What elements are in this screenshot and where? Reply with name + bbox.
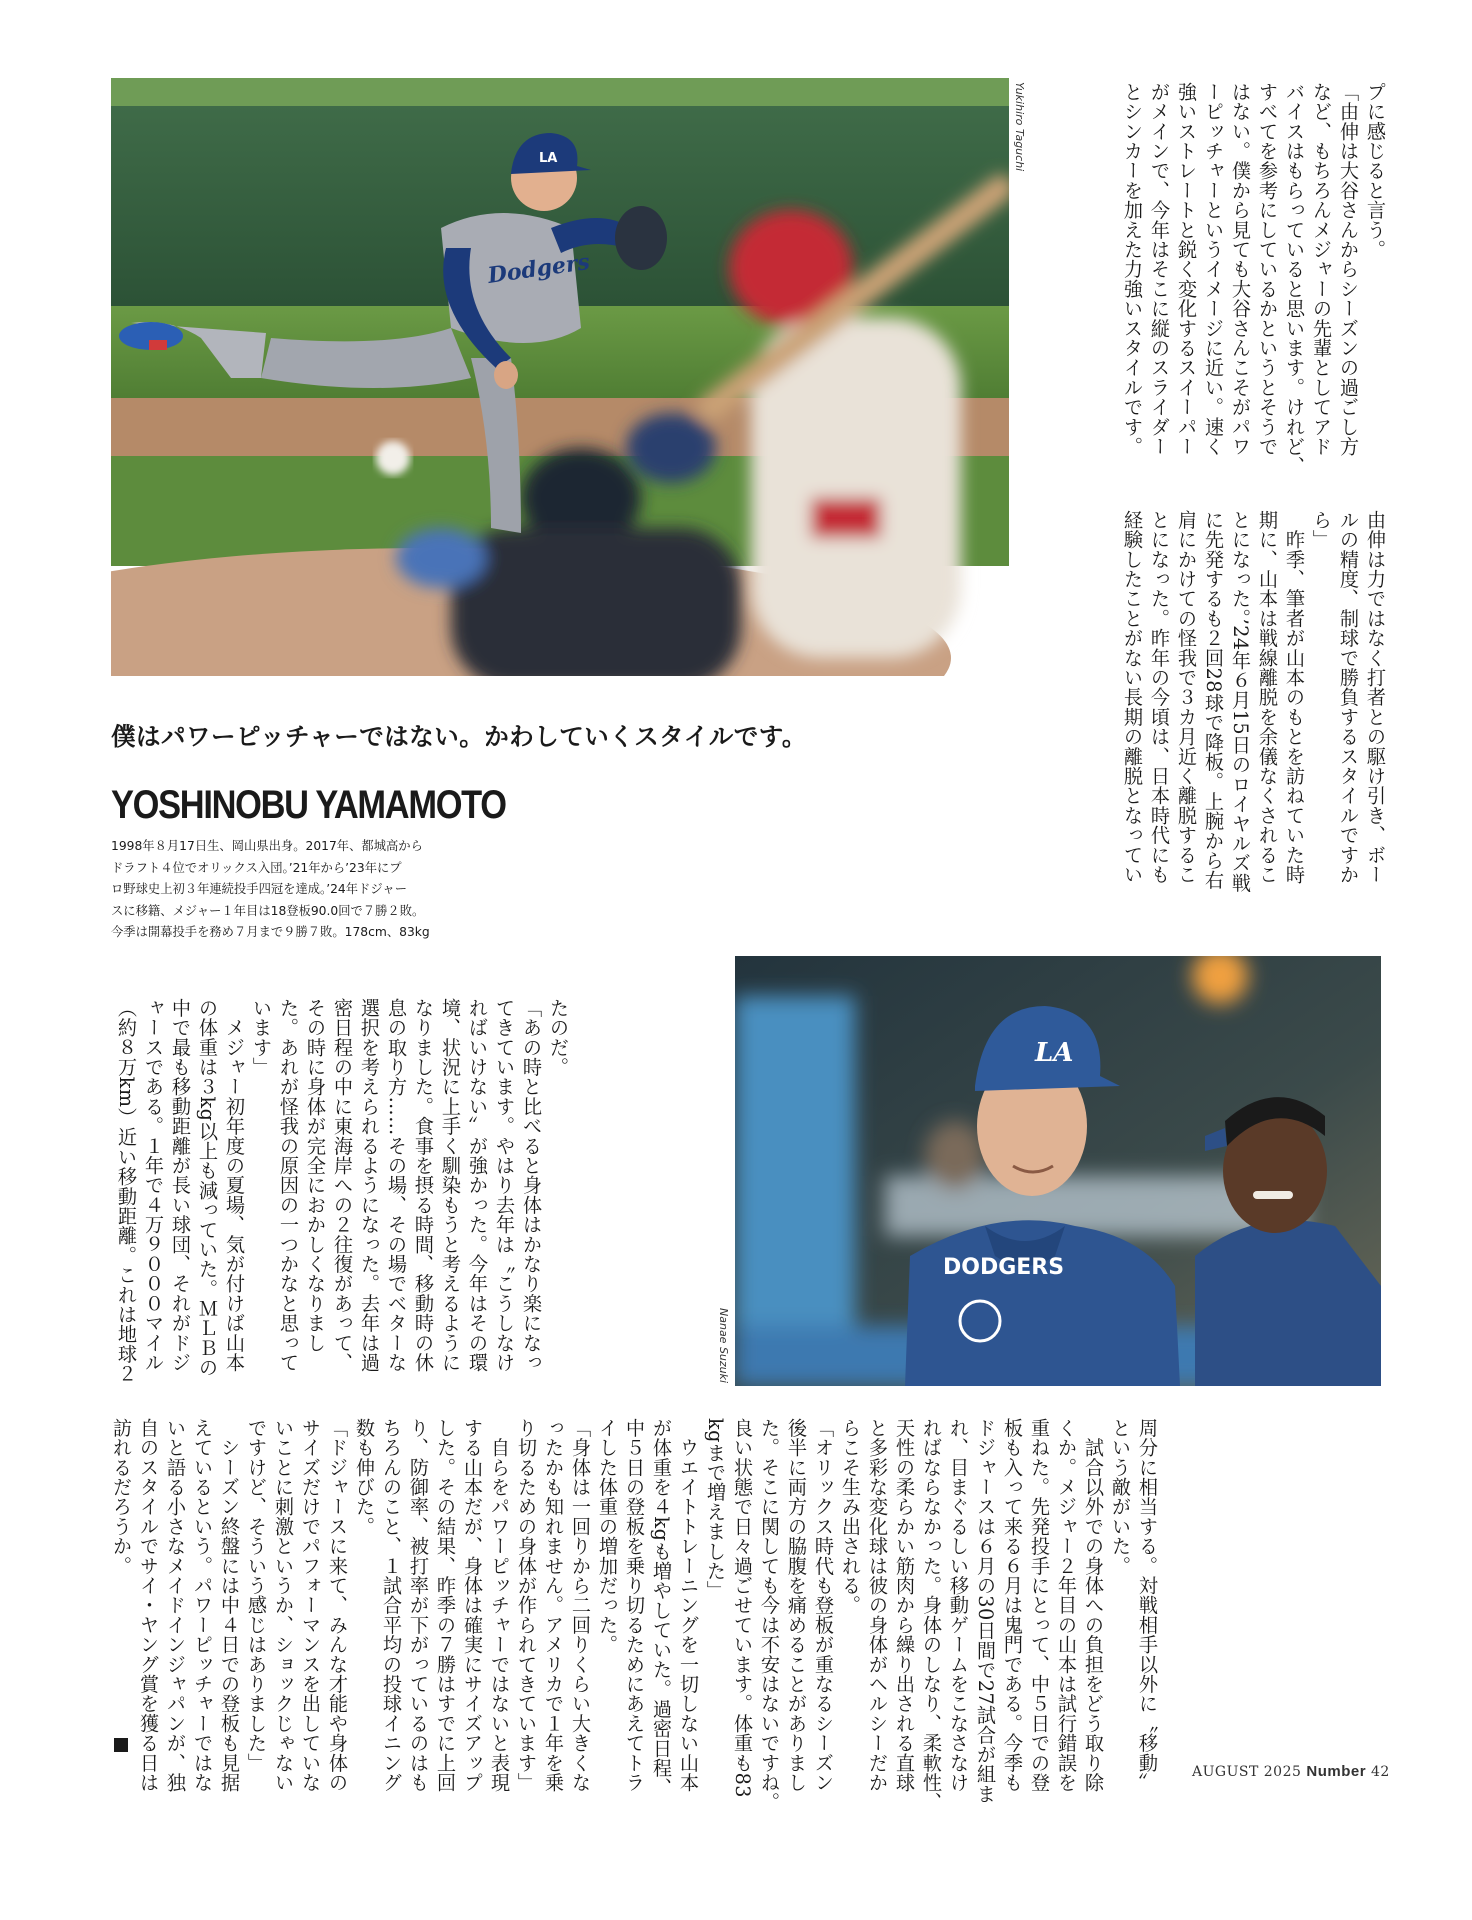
text-line: り切るための身体が作られてきています」: [515, 1418, 538, 1793]
text-line: えているという。パワーピッチャーではな: [191, 1418, 214, 1793]
cap-logo-2: LA: [1035, 1038, 1074, 1068]
text-line: 良い状態で日々過ごせています。体重も83: [731, 1418, 754, 1799]
text-line: とシンカーを加えた力強いスタイルです。: [1121, 82, 1144, 457]
text-line: 強いストレートと鋭く変化するスイーパー: [1175, 82, 1198, 457]
article-block-middle-left: [113, 998, 572, 1393]
text-line: 自らをパワーピッチャーではないと表現: [488, 1418, 511, 1793]
photo-credit-1: Yukihiro Taguchi: [1013, 82, 1026, 172]
player-bio: [111, 836, 481, 944]
text-line: はない。僕から見ても大谷さんこそがパワ: [1229, 82, 1252, 457]
bio-line: ロ野球史上初３年連続投手四冠を達成。’24年ドジャー: [111, 882, 407, 896]
text-line: てきています。やはり去年は〝こうしなけ: [493, 998, 516, 1373]
text-line: くか。メジャー２年目の山本は試行錯誤を: [1055, 1418, 1078, 1793]
text-line: いと語る小さなメイドインジャパンが、独: [164, 1418, 187, 1793]
hoodie-logo: DODGERS: [943, 1255, 1065, 1280]
text-line: ですけど、そういう感じはありました」: [245, 1418, 268, 1773]
article-block-top-right-b: [1119, 510, 1389, 905]
photo-pitching: [111, 78, 1009, 676]
text-line: なりました。食事を摂る時間、移動時の休: [412, 998, 435, 1373]
bio-line: 1998年８月17日生、岡山県出身。2017年、都城高から: [111, 839, 423, 853]
text-line: た。あれが怪我の原因の一つかなと思って: [277, 998, 300, 1373]
text-line: 密日程の中に東海岸への２往復があって、: [331, 998, 354, 1373]
text-line: ればいけない〟が強かった。今年はその環: [466, 998, 489, 1373]
text-line: ったかも知れません。アメリカで１年を乗: [542, 1418, 565, 1793]
text-line: 「あの時と比べると身体はかなり楽になっ: [520, 998, 543, 1373]
text-line: という敵がいた。: [1109, 1418, 1132, 1576]
footer-magazine: Number: [1306, 1763, 1367, 1780]
article-block-bottom: [108, 1418, 1161, 1813]
text-line: 天性の柔らかい筋肉から繰り出される直球: [893, 1418, 916, 1793]
article-block-top-right-a: [1119, 82, 1389, 477]
text-line: とになった。昨年の今頃は、日本時代にも: [1148, 510, 1171, 885]
text-line: イした体重の増加だった。: [596, 1418, 619, 1655]
text-line: メジャー初年度の夏場、気が付けば山本: [223, 998, 246, 1373]
text-line: した。その結果、昨季の７勝はすでに上回: [434, 1418, 457, 1793]
text-line: kgまで増えました」: [704, 1418, 727, 1601]
footer-page: 42: [1371, 1764, 1390, 1780]
text-line: ルの精度、制球で勝負するスタイルですか: [1337, 510, 1360, 885]
text-line: 肩にかけての怪我で３カ月近く離脱するこ: [1175, 510, 1198, 885]
text-line: と多彩な変化球は彼の身体がヘルシーだか: [866, 1418, 889, 1793]
player-name: YOSHINOBU YAMAMOTO: [111, 783, 506, 827]
text-line: ればならなかった。身体のしなり、柔軟性、: [920, 1418, 943, 1812]
text-line: ウエイトトレーニングを一切しない山本: [677, 1418, 700, 1793]
text-line: たのだ。: [547, 998, 570, 1077]
bio-line: スに移籍、メジャー１年目は18登板90.0回で７勝２敗。: [111, 903, 425, 918]
cap-logo: LA: [539, 151, 558, 166]
text-line: 期に、山本は戦線離脱を余儀なくされるこ: [1256, 510, 1279, 885]
text-line: 「身体は一回りから二回りくらい大きくな: [569, 1418, 592, 1793]
baseball: [376, 441, 410, 475]
footer-issue: AUGUST 2025: [1192, 1764, 1302, 1780]
text-line: らこそ生み出される。: [839, 1418, 862, 1615]
photo-caption: 僕はパワーピッチャーではない。かわしていくスタイルです。: [111, 722, 807, 751]
text-line: に先発するも２回28球で降板。上腕から右: [1202, 510, 1225, 891]
text-line: ャースである。１年で４万９０００マイル: [142, 998, 165, 1373]
text-line: その時に身体が完全におかしくなりまし: [304, 998, 327, 1353]
text-line: れ、目まぐるしい移動ゲームをこなさなけ: [947, 1418, 970, 1793]
text-line: 後半に両方の脇腹を痛めることがありまし: [785, 1418, 808, 1793]
text-line: 数も伸びた。: [353, 1418, 376, 1537]
pitching-illustration: [111, 78, 1009, 676]
text-line: 選択を考えられるようになった。去年は過: [358, 998, 381, 1373]
text-line: た。そこに関しても今は不安はないですね。: [758, 1418, 781, 1812]
text-line: 試合以外での身体への負担をどう取り除: [1082, 1418, 1105, 1793]
bio-line: ドラフト４位でオリックス入団。’21年から’23年にプ: [111, 860, 402, 875]
text-line: 板も入って来る６月は鬼門である。今季も: [1001, 1418, 1024, 1793]
text-line: ドジャースは６月の30日間で27試合が組ま: [974, 1418, 997, 1804]
text-line: 「オリックス時代も登板が重なるシーズン: [812, 1418, 835, 1793]
text-line: すべてを参考にしているかというとそうで: [1256, 82, 1279, 457]
text-line: り、防御率、被打率が下がっているのはも: [407, 1418, 430, 1793]
photo-credit-2: Nanae Suzuki: [717, 1308, 730, 1384]
text-line: 中で最も移動距離が長い球団、それがドジ: [169, 998, 192, 1373]
text-line: 「ドジャースに来て、みんな才能や身体の: [326, 1418, 349, 1793]
text-line: の体重は３kg以上も減っていた。ＭＬＢの: [196, 998, 219, 1378]
text-line: いことに刺激というか、ショックじゃない: [272, 1418, 295, 1793]
text-line: プに感じると言う。: [1364, 82, 1387, 260]
text-line: とになった。’24年６月15日のロイヤルズ戦: [1229, 510, 1252, 893]
text-line: シーズン終盤には中４日での登板も見据: [218, 1418, 241, 1793]
photo-dugout: [735, 956, 1381, 1386]
text-line: 重ねた。先発投手にとって、中５日での登: [1028, 1418, 1051, 1793]
text-line: （約８万km）近い移動距離。これは地球２: [115, 998, 138, 1384]
text-line: 昨季、筆者が山本のもとを訪ねていた時: [1283, 510, 1306, 885]
bio-line: 今季は開幕投手を務め７月まで９勝７敗。178cm、83kg: [111, 925, 430, 939]
dugout-illustration: [735, 956, 1381, 1386]
text-line: 周分に相当する。対戦相手以外に〝移動〟: [1136, 1418, 1159, 1793]
text-line: が体重を４kgも増やしていた。過密日程、: [650, 1418, 673, 1798]
text-line: ら」: [1310, 510, 1333, 550]
article-end-mark: [114, 1738, 128, 1752]
text-line: 経験したことがない長期の離脱となってい: [1121, 510, 1144, 885]
text-line: する山本だが、身体は確実にサイズアップ: [461, 1418, 484, 1793]
text-line: 息の取り方……その場、その場でベターな: [385, 998, 408, 1373]
text-line: 中５日の登板を乗り切るためにあえてトラ: [623, 1418, 646, 1793]
text-line: います」: [250, 998, 273, 1077]
text-line: 訪れるだろうか。: [110, 1418, 133, 1576]
jersey-logo: Dodgers: [486, 248, 592, 289]
text-line: 境、状況に上手く馴染もうと考えるように: [439, 998, 462, 1373]
text-line: サイズだけでパフォーマンスを出していな: [299, 1418, 322, 1793]
text-line: ーピッチャーというイメージに近い。速く: [1202, 82, 1225, 457]
text-line: 由伸は力ではなく打者との駆け引き、ボー: [1364, 510, 1387, 885]
text-line: ちろんのこと、１試合平均の投球イニング: [380, 1418, 403, 1793]
text-line: 自のスタイルでサイ・ヤング賞を獲る日は: [137, 1418, 160, 1793]
text-line: 「由伸は大谷さんからシーズンの過ごし方: [1337, 82, 1360, 457]
page-footer: [1192, 1763, 1390, 1780]
text-line: がメインで、今年はそこに縦のスライダー: [1148, 82, 1171, 457]
text-line: など、もちろんメジャーの先輩としてアド: [1310, 82, 1333, 457]
text-line: バイスはもらっていると思います。けれど、: [1283, 82, 1306, 476]
